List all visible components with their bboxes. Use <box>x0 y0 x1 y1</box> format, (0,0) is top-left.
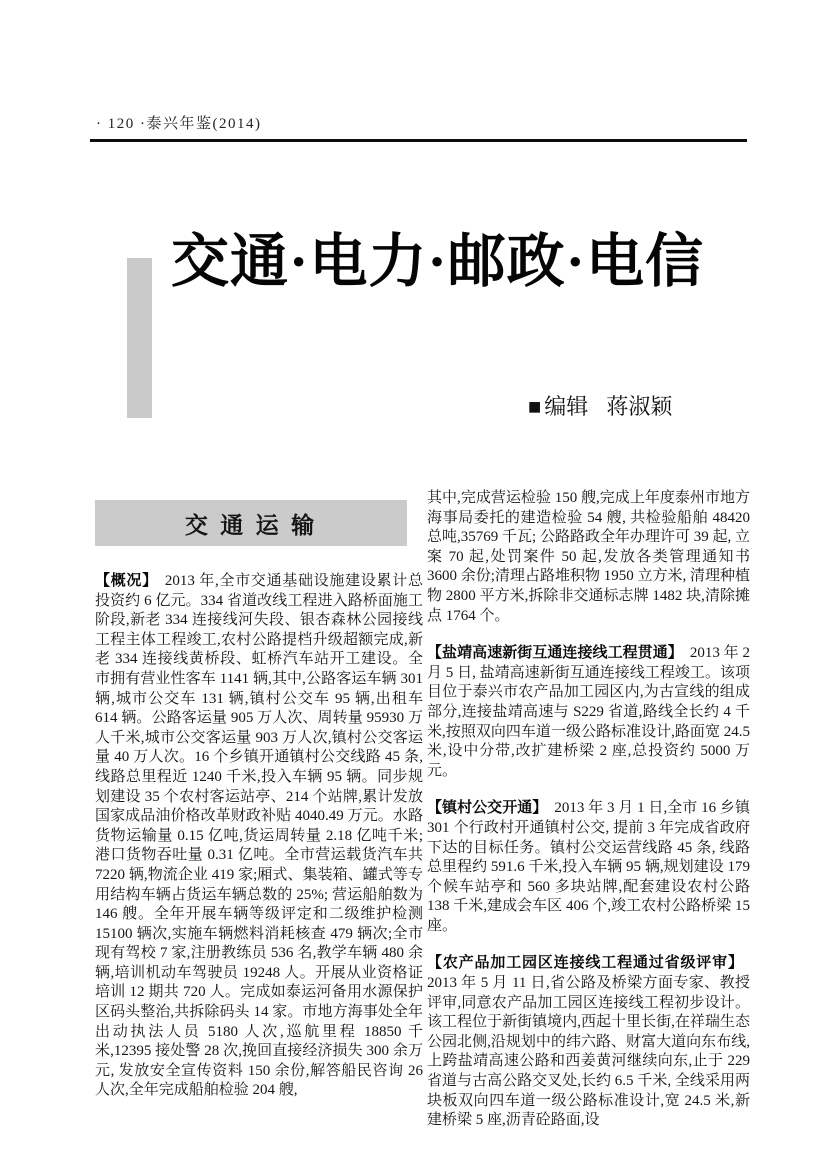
chapter-title: 交通·电力·邮政·电信 <box>171 229 705 294</box>
editor-name: 蒋淑颖 <box>606 394 673 419</box>
paragraph-agri-park-review <box>427 953 750 1130</box>
paragraph-continuation-body: 其中,完成营运检验 150 艘,完成上年度泰州市地方海事局委托的建造检验 54 艘, 共检验船舶 48420 总吨,35769 千瓦; 公路路政全年办理许可 39 起, 立案 70 起,处罚案件 50 起,发放各类管理通知书 3600 余份;清理占路堆积物 1950 立方米, 清理种植物 2800 平方米,拆除非交通标志牌 1482 块,清除摊点 1764 个。 <box>427 490 750 624</box>
paragraph-town-bus-head: 【镇村公交开通】 <box>427 799 548 817</box>
paragraph-overview-body: 2013 年,全市交通基础设施建设累计总投资约 6 亿元。334 省道改线工程进入路桥面施工阶段,新老 334 连接线河失段、银杏森林公园接线工程主体工程竣工,农村公路提档升级超额完成,新老 334 连接线黄桥段、虹桥汽车站开工建设。全市拥有营业性客车 1141 辆,其中,公路客运车辆 301 辆,城市公交车 131 辆,镇村公交车 95 辆,出租车 614 辆。公路客运量 905 万人次、周转量 95930 万人千米,城市公交客运量 903 万人次,镇村公交客运量 40 万人次。16 个乡镇开通镇村公交线路 45 条,线路总里程近 1240 千米,投入车辆 95 辆。同步规划建设 35 个农村客运站亭、214 个站牌,累计发放国家成品油价格改革财政补贴 4040.49 万元。水路货物运输量 0.15 亿吨,货运周转量 2.18 亿吨千米;港口货物吞吐量 0.31 亿吨。全市营运载货汽车共 7220 辆,物流企业 419 家;厢式、集装箱、罐式等专用结构车辆占货运车辆总数的 25%; 营运船舶数为 146 艘。全年开展车辆等级评定和二级维护检测 15100 辆次,实施车辆燃料消耗核查 479 辆次;全市现有驾校 7 家,注册教练员 536 名,教学车辆 480 余辆,培训机动车驾驶员 19248 人。开展从业资格证培训 12 期共 720 人。完成如泰运河备用水源保护区码头整治,共拆除码头 14 家。市地方海事处全年出动执法人员 5180 人次,巡航里程 18850 千米,12395 接处警 28 次,挽回直接经济损失 300 余万元, 发放安全宣传资料 150 余份,解答船民咨询 26 人次,全年完成船舶检验 204 艘, <box>95 573 423 1099</box>
paragraph-yanjing-expressway-body: 2013 年 2 月 5 日, 盐靖高速新街互通连接线工程竣工。该项目位于泰兴市农产品加工园区内,为古宣线的组成部分,连接盐靖高速与 S229 省道,路线全长约 4 千米,按照双向四车道一级公路标准设计,路面宽 24.5 米,设中分带,改扩建桥梁 2 座,总投资约 5000 万元。 <box>427 645 750 779</box>
running-header: · 120 ·泰兴年鉴(2014) <box>96 116 262 132</box>
paragraph-agri-park-review-body: 2013 年 5 月 11 日,省公路及桥梁方面专家、教授评审,同意农产品加工园区连接线工程初步设计。该工程位于新街镇境内,西起十里长街,在祥瑞生态公园北侧,沿规划中的纬六路、财富大道向东布线,上跨盐靖高速公路和西姜黄河继续向东,止于 229 省道与古高公路交叉处,长约 6.5 千米, 全线采用两块板双向四车道一级公路标准设计,宽 24.5 米,新建桥梁 5 座,沥青砼路面,设 <box>427 975 750 1129</box>
title-accent-bar <box>127 258 152 418</box>
right-column <box>427 489 750 1131</box>
paragraph-yanjing-expressway-head: 【盐靖高速新街互通连接线工程贯通】 <box>427 644 683 662</box>
section-header-transport: 交 通 运 输 <box>95 500 407 546</box>
header-rule <box>90 139 747 142</box>
paragraph-overview <box>95 571 423 1101</box>
paragraph-yanjing-expressway <box>427 643 750 781</box>
paragraph-town-bus <box>427 798 750 936</box>
paragraph-overview-head: 【概况】 <box>95 572 158 589</box>
paragraph-town-bus-body: 2013 年 3 月 1 日,全市 16 乡镇 301 个行政村开通镇村公交, 提前 3 年完成省政府下达的目标任务。镇村公交运营线路 45 条, 线路总里程约 591.6 千米,投入车辆 95 辆,规划建设 179 个候车站亭和 560 多块站牌,配套建设农村公路 138 千米,建成会车区 406 个,竣工农村公路桥梁 15 座。 <box>427 800 750 934</box>
left-column <box>95 571 423 1101</box>
paragraph-agri-park-review-head: 【农产品加工园区连接线工程通过省级评审】 <box>427 954 743 972</box>
paragraph-continuation <box>427 489 750 626</box>
editor-credit <box>528 390 672 421</box>
editor-square-icon: ■ <box>528 394 542 419</box>
editor-label: 编辑 <box>544 394 589 419</box>
